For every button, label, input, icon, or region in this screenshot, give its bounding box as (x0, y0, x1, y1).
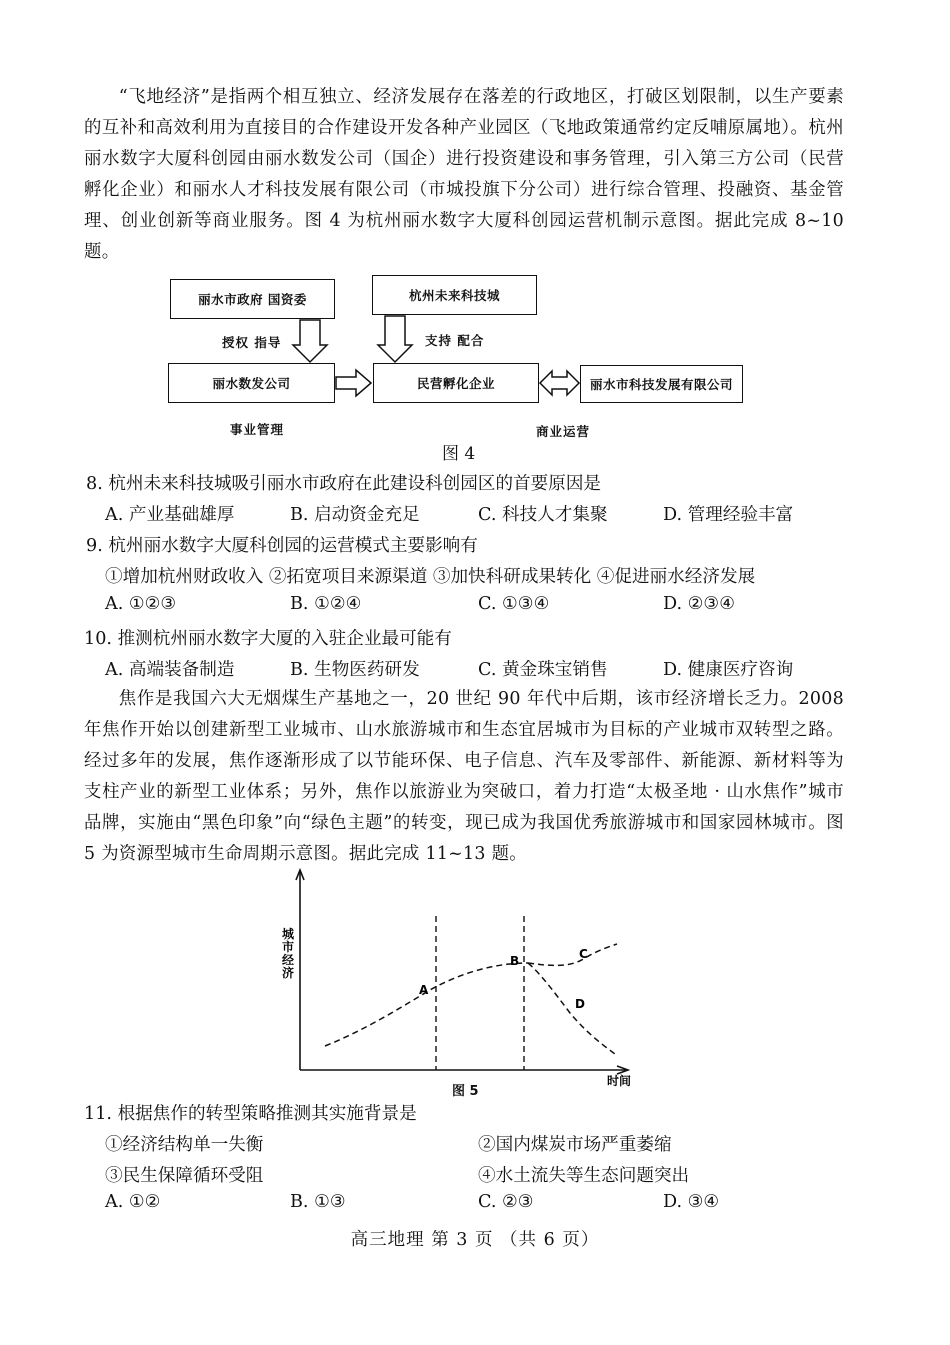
q9-option-c[interactable]: C. ①③④ (478, 594, 550, 614)
q9-option-d[interactable]: D. ②③④ (663, 594, 735, 614)
q11-option-d[interactable]: D. ③④ (663, 1192, 720, 1212)
point-label-c: C (579, 947, 588, 961)
q10-option-b[interactable]: B. 生物医药研发 (290, 660, 420, 680)
arrow-down-future (378, 316, 412, 362)
label-authorize-guide: 授权 指导 (222, 335, 282, 350)
arrow-down-gov (293, 320, 327, 362)
q11-option-a[interactable]: A. ①② (105, 1192, 161, 1212)
box-private-incubator: 民营孵化企业 (373, 363, 539, 403)
page-footer: 高三地理 第 3 页 （共 6 页） (350, 1230, 600, 1250)
passage-flying-land-economy: “飞地经济”是指两个相互独立、经济发展存在落差的行政地区，打破区划限制，以生产要素的互补和高效利用为直接目的合作建设开发各种产业园区（飞地政策通常约定反哺原属地）。杭州丽水数字大厦科创园由丽水数发公司（国企）进行投资建设和事务管理，引入第三方公司（民营孵化企业）和丽水人才科技发展有限公司（市城投旗下分公司）进行综合管理、投融资、基金管理、创业创新等商业服务。图 4 为杭州丽水数字大厦科创园运营机制示意图。据此完成 8~10 题。 (84, 87, 844, 262)
q11-statement-1: ①经济结构单一失衡 (105, 1135, 264, 1155)
passage-jiaozuo: 焦作是我国六大无烟煤生产基地之一，20 世纪 90 年代中后期，该市经济增长乏力。2008 年焦作开始以创建新型工业城市、山水旅游城市和生态宜居城市为目标的产业城市双转型之路。经过多年的发展，焦作逐渐形成了以节能环保、电子信息、汽车及零部件、新能源、新材料等为支柱产业的新型工业体系；另外，焦作以旅游业为突破口，着力打造“太极圣地 · 山水焦作”城市品牌，实施由“黑色印象”向“绿色主题”的转变，现已成为我国优秀旅游城市和国家园林城市。图 5 为资源型城市生命周期示意图。据此完成 11~13 题。 (84, 689, 844, 864)
series-main (325, 963, 528, 1046)
y-axis-label: 城市经济 (282, 927, 295, 980)
q8-option-d[interactable]: D. 管理经验丰富 (663, 505, 794, 525)
series-d (528, 963, 615, 1054)
q10-option-a[interactable]: A. 高端装备制造 (105, 660, 235, 680)
q11-statement-4: ④水土流失等生态问题突出 (478, 1166, 690, 1186)
q11-statement-2: ②国内煤炭市场严重萎缩 (478, 1135, 672, 1155)
question-10-stem: 10. 推测杭州丽水数字大厦的入驻企业最可能有 (84, 629, 452, 649)
figure-5-caption: 图 5 (452, 1084, 479, 1099)
box-lishui-tech-development-co: 丽水市科技发展有限公司 (580, 365, 743, 403)
question-8-stem: 8. 杭州未来科技城吸引丽水市政府在此建设科创园区的首要原因是 (86, 474, 602, 494)
series-c (528, 944, 617, 965)
question-11-stem: 11. 根据焦作的转型策略推测其实施背景是 (84, 1104, 417, 1124)
q11-option-b[interactable]: B. ①③ (290, 1192, 346, 1212)
point-label-a: A (419, 983, 429, 997)
label-support-cooperate: 支持 配合 (425, 333, 485, 348)
q11-statement-3: ③民生保障循环受阻 (105, 1166, 264, 1186)
figure-4-caption: 图 4 (442, 444, 476, 464)
q9-option-b[interactable]: B. ①②④ (290, 594, 362, 614)
diagram-arrows (0, 0, 950, 470)
q11-option-c[interactable]: C. ②③ (478, 1192, 534, 1212)
label-affairs-management: 事业管理 (230, 422, 285, 437)
q10-option-c[interactable]: C. 黄金珠宝销售 (478, 660, 608, 680)
q9-statements: ①增加杭州财政收入 ②拓宽项目来源渠道 ③加快科研成果转化 ④促进丽水经济发展 (105, 567, 756, 587)
x-axis-label: 时间 (607, 1074, 632, 1088)
arrow-right-shufa (336, 370, 371, 396)
point-label-d: D (575, 997, 585, 1011)
q10-option-d[interactable]: D. 健康医疗咨询 (663, 660, 794, 680)
q8-option-b[interactable]: B. 启动资金充足 (290, 505, 420, 525)
q9-option-a[interactable]: A. ①②③ (105, 594, 177, 614)
box-lishui-shufa-company: 丽水数发公司 (168, 363, 335, 403)
label-business-operation: 商业运营 (536, 424, 591, 439)
figure-5-chart (270, 868, 650, 1098)
arrow-double-private-tech (540, 371, 579, 395)
box-hangzhou-future-sci-tech-city: 杭州未来科技城 (372, 275, 537, 315)
box-lishui-government: 丽水市政府 国资委 (170, 279, 335, 319)
question-9-stem: 9. 杭州丽水数字大厦科创园的运营模式主要影响有 (86, 536, 478, 556)
q8-option-a[interactable]: A. 产业基础雄厚 (105, 505, 235, 525)
q8-option-c[interactable]: C. 科技人才集聚 (478, 505, 608, 525)
point-label-b: B (510, 954, 520, 968)
